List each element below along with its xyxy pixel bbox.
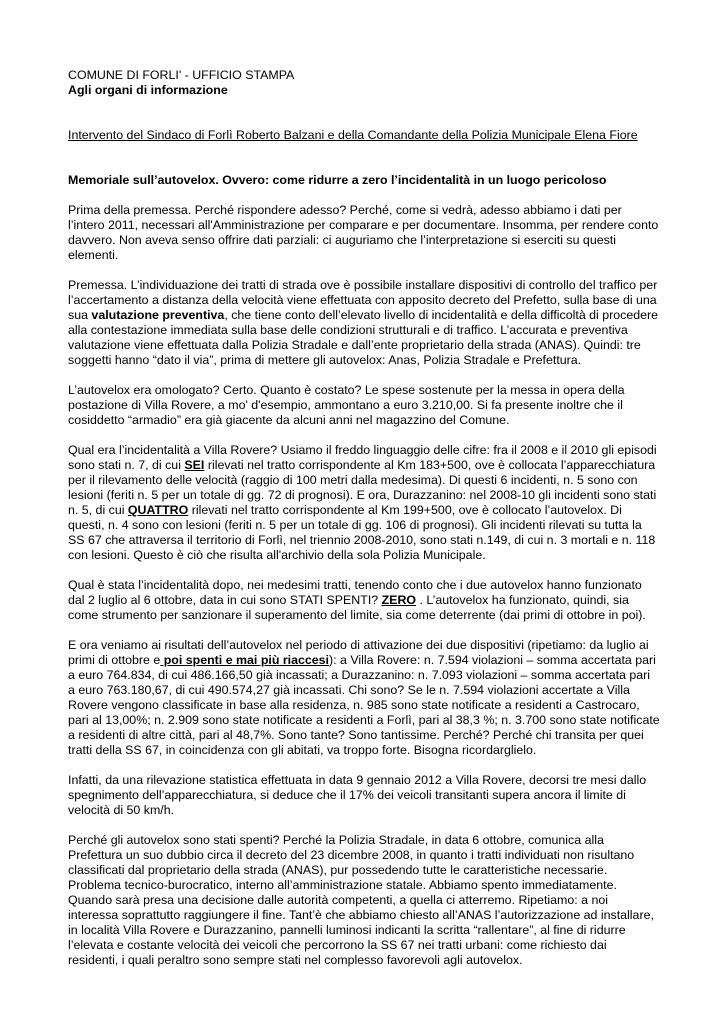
- intro-line: Intervento del Sindaco di Forlì Roberto Balzani e della Comandante della Polizia Municipale Elena Fiore: [68, 128, 638, 142]
- document-page: [68, 68, 660, 968]
- emphasis-valutazione: valutazione preventiva: [91, 308, 225, 322]
- paragraph-incidents-before: [68, 443, 660, 563]
- paragraph-premise: [68, 278, 660, 368]
- emphasis-spenti: poi spenti e mai più riaccesi: [160, 653, 330, 667]
- paragraph-premise-prior: Prima della premessa. Perché rispondere adesso? Perché, come si vedrà, adesso abbiamo i dati per l’intero 2011, necessari all'Amministrazione per comparare e per documentare. Insomma, per rendere conto davvero. Non aveva senso offrire dati parziali: ci auguriamo che l’interpretazione si eserciti su questi elementi.: [68, 203, 659, 262]
- emphasis-zero: ZERO: [381, 593, 417, 607]
- paragraph-why-off: Perché gli autovelox sono stati spenti? Perché la Polizia Stradale, in data 6 ottobre, comunica alla Prefettura un suo dubbio circa il decreto del 23 dicembre 2008, in quanto i tratti individuati non risultano classificati dal proprietario della strada (ANAS), pur possedendo tutte le caratteristiche necessarie. Problema tecnico-burocratico, interno all’amministrazione statale. Abbiamo spento immediatamente. Quando sarà presa una decisione dalle autorità competenti, a quella ci atterremo. Ripetiamo: a noi interessa soprattutto raggiungere il fine. Tant’è che abbiamo chiesto all’ANAS l’autorizzazione ad installare, in località Villa Rovere e Durazzanino, pannelli luminosi indicanti la scritta “rallentare”, al fine di ridurre l’elevata e costante velocità dei veicoli che percorrono la SS 67 nei tratti urbani: come richiesto dai residenti, i quali peraltro sono sempre stati nel complesso favorevoli agli autovelox.: [68, 833, 654, 967]
- text-segment: Qual è stata l’incidentalità dopo, nei medesimi tratti, tenendo conto che i due autovelox hanno funzionato dal 2 luglio al 6 ottobre, data in cui sono STATI SPENTI?: [68, 578, 642, 607]
- emphasis-sei: SEI: [184, 458, 205, 472]
- emphasis-quattro: QUATTRO: [127, 503, 189, 517]
- text-segment: , che tiene conto dell’elevato livello di incidentalità e della difficoltà di procedere alla contestazione immediata sulla base delle condizioni strutturali e di traffico. L’accurata e preventiva valutazione viene effettuata dalla Polizia Stradale e dall’ente proprietario della strada (ANAS). Quindi: tre soggetti hanno “dato il via”, prima di mettere gli autovelox: Anas, Polizia Stradale e Prefettura.: [68, 308, 659, 367]
- paragraph-homologation: L’autovelox era omologato? Certo. Quanto è costato? Le spese sostenute per la messa in opera della postazione di Villa Rovere, a mo' d'esempio, ammontano a euro 3.210,00. Si fa presente inoltre che il cosiddetto “armadio” era già giacente da alcuni anni nel magazzino del Comune.: [68, 383, 625, 427]
- text-segment: rilevati nel tratto corrispondente al Km 183+500, ove è collocata l’apparecchiatura per il rilevamento delle velocità (raggio di 100 metri dalla medesima). Di questi 6 incidenti, n. 5 sono con lesioni (feriti n. 5 per un totale di gg. 72 di prognosi). E ora, Durazzanino: nel 2008-10 gli incidenti sono stati n. 5, di cui: [68, 458, 657, 517]
- text-segment: . L’autovelox ha funzionato, quindi, sia come strumento per sanzionare il superamento del limite, sia come deterrente (dai primi di ottobre in poi).: [68, 593, 646, 622]
- recipients-line: Agli organi di informazione: [68, 83, 228, 97]
- document-title: Memoriale sull’autovelox. Ovvero: come ridurre a zero l’incidentalità in un luogo pericoloso: [68, 173, 607, 187]
- text-segment: Premessa. L’individuazione dei tratti di strada ove è possibile installare dispositivi di controllo del traffico per l’accertamento a distanza della velocità viene effettuata con apposito decreto del Prefetto, sulla base di una sua: [68, 278, 658, 322]
- text-segment: rilevati nel tratto corrispondente al Km 199+500, ove è collocato l’autovelox. Di questi, n. 4 sono con lesioni (feriti n. 5 per un totale di gg. 106 di prognosi). Gli incidenti rilevati su tutta la SS 67 che attraversa il territorio di Forlì, nel triennio 2008-2010, sono stati n.149, di cui n. 3 mortali e n. 118 con lesioni. Questo è ciò che risulta all'archivio della sola Polizia Municipale.: [68, 503, 656, 562]
- paragraph-survey: Infatti, da una rilevazione statistica effettuata in data 9 gennaio 2012 a Villa Rovere, decorsi tre mesi dallo spegnimento dell’apparecchiatura, si deduce che il 17% dei veicoli transitanti supera ancora il limite di velocità di 50 km/h.: [68, 773, 647, 817]
- paragraph-results: [68, 638, 660, 758]
- text-segment: E ora veniamo ai risultati dell’autovelox nel periodo di attivazione dei due dispositivi (ripetiamo: da luglio ai primi di ottobre e: [68, 638, 649, 667]
- text-segment: ): a Villa Rovere: n. 7.594 violazioni – somma accertata pari a euro 764.834, di cui 486.166,50 già incassati; a Durazzanino: n. 7.093 violazioni – somma accertata pari a euro 763.180,67, di cui 490.574,27 già incassati. Chi sono? Se le n. 7.594 violazioni accertate a Villa Rovere vengono classificate in base alla residenza, n. 985 sono state notificate a residenti a Castrocaro, pari al 13,00%; n. 2.909 sono state notificate a residenti a Forlì, pari al 38,3 %; n. 3.700 sono state notificate a residenti di altre città, pari al 48,7%. Sono tante? Sono tantissime. Perché? Perché chi transita per quei tratti della SS 67, in coincidenza con gli abitati, va troppo forte. Bisogna ricordarglielo.: [68, 653, 660, 757]
- office-header: COMUNE DI FORLI' - UFFICIO STAMPA: [68, 68, 295, 82]
- text-segment: Qual era l’incidentalità a Villa Rovere? Usiamo il freddo linguaggio delle cifre: fra il 2008 e il 2010 gli episodi sono stati n. 7, di cui: [68, 443, 657, 472]
- paragraph-incidents-after: [68, 578, 660, 623]
